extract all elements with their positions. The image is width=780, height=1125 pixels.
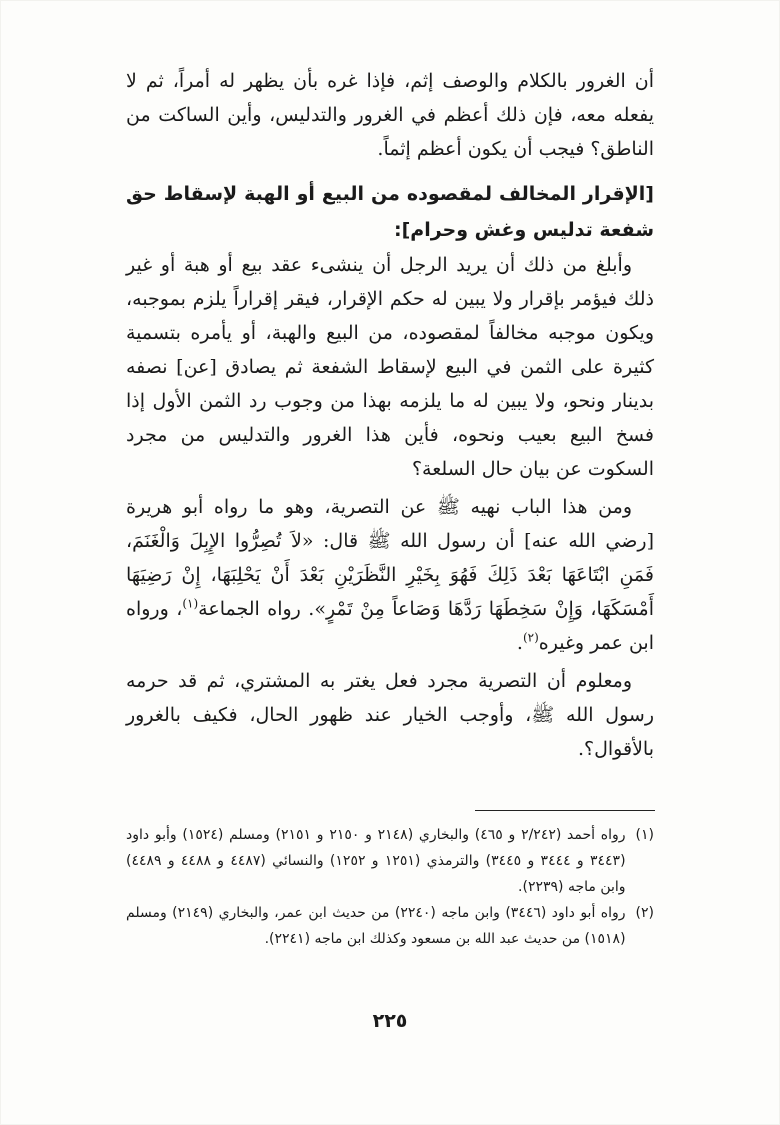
paragraph-2: وأبلغ من ذلك أن يريد الرجل أن ينشىء عقد بيع أو هبة أو غير ذلك فيؤمر بإقرار ولا يبين له حكم الإقرار، فيقر إقراراً يلزم بموجبه، ويكون موجبه مخالفاً لمقصوده، من البيع والهبة، أو يأمره بتسمية كثيرة على الثمن في البيع لإسقاط الشفعة ثم يصادق [عن] نصفه بدينار ونحو، ولا يبين له ما يلزمه بهذا من وجوب رد الثمن الأول إذا فسخ البيع بعيب ونحوه، فأين هذا الغرور والتدليس من مجرد السكوت عن بيان حال السلعة؟ (126, 254, 654, 480)
paragraph-3-end: . (516, 632, 523, 654)
footnote-2 (126, 900, 654, 952)
main-text (126, 64, 654, 766)
paragraph-4: ومعلوم أن التصرية مجرد فعل يغتر به المشتري، ثم قد حرمه رسول الله ﷺ، وأوجب الخيار عند ظهور الحال، فكيف بالغرور بالأقوال؟. (126, 670, 654, 760)
footnote-number: (١) (635, 827, 654, 843)
footnote-1 (126, 822, 654, 900)
page-number: ٢٢٥ (372, 1010, 408, 1032)
footnote-ref-1: (١) (182, 596, 199, 611)
footnote-text: رواه أحمد (٢/٢٤٢ و ٤٦٥) والبخاري (٢١٤٨ و ٢١٥٠ و ٢١٥١) ومسلم (١٥٢٤) وأبو داود (٣٤٤٣ و ٣٤٤٤ و ٣٤٤٥) والترمذي (١٢٥١ و ١٢٥٢) والنسائي (٤٤٨٧ و ٤٤٨٨ و ٤٤٨٩) وابن ماجه (٢٢٣٩). (126, 827, 626, 895)
footnote-number: (٢) (635, 905, 654, 921)
footnote-text: رواه أبو داود (٣٤٤٦) وابن ماجه (٢٢٤٠) من حديث ابن عمر، والبخاري (٢١٤٩) ومسلم (١٥١٨) من حديث عبد الله بن مسعود وكذلك ابن ماجه (٢٢٤١). (126, 905, 626, 947)
footnote-ref-2: (٢) (522, 630, 539, 645)
paragraph-3-main: ومن هذا الباب نهيه ﷺ عن التصرية، وهو ما رواه أبو هريرة [رضي الله عنه] أن رسول الله ﷺ قال: «لاَ تُصِرُّوا الإِبِلَ وَالْغَنَمَ، فَمَنِ ابْتَاعَهَا بَعْدَ ذَلِكَ فَهُوَ بِخَيْرِ النَّظَرَيْنِ بَعْدَ أَنْ يَحْلِبَهَا، إِنْ رَضِيَهَا أَمْسَكَهَا، وَإِنْ سَخِطَهَا رَدَّهَا وَصَاعاً مِنْ تَمْرٍ». رواه الجماعة (126, 496, 654, 620)
paragraph-3 (126, 490, 654, 660)
paragraph-3-mid: ، ورواه ابن عمر وغيره (126, 598, 654, 654)
section-heading: [الإقرار المخالف لمقصوده من البيع أو الهبة لإسقاط حق شفعة تدليس وغش وحرام]: (126, 183, 654, 241)
paragraph-1: أن الغرور بالكلام والوصف إثم، فإذا غره بأن يظهر له أمراً، ثم لا يفعله معه، فإن ذلك أعظم في الغرور والتدليس، وأين الساكت من الناطق؟ فيجب أن يكون أعظم إثماً. (126, 70, 654, 160)
footnote-divider (475, 810, 655, 811)
footnotes (126, 822, 654, 952)
